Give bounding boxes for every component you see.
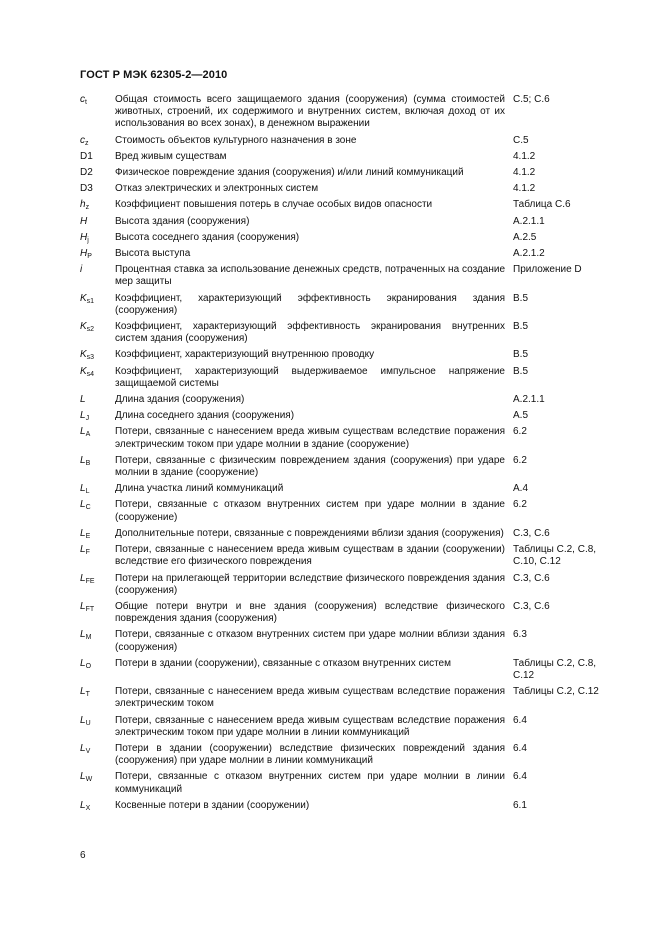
definition-row <box>80 293 610 317</box>
definition-text: Коэффициент, характеризующий выдерживаемое импульсное напряжение защищаемой системы <box>115 365 505 389</box>
symbol <box>80 771 115 795</box>
reference: С.3, С.6 <box>513 600 550 612</box>
symbol-subscript: B <box>85 459 91 467</box>
definition-text: Коэффициент, характеризующий эффективность экранирования здания (сооружения) <box>115 292 505 316</box>
symbol <box>80 366 115 390</box>
definition-row <box>80 264 610 288</box>
symbol-letter: L <box>80 394 86 406</box>
symbol <box>80 248 115 260</box>
reference: С.3, С.6 <box>513 572 550 584</box>
symbol <box>80 410 115 422</box>
definition-text: Физическое повреждение здания (сооружения) и/или линий коммуникаций <box>115 167 464 179</box>
symbol-letter: c <box>80 94 85 105</box>
symbol-letter: H <box>80 215 88 227</box>
definition-text: Общие потери внутри и вне здания (сооружения) вследствие физического повреждения здания (сооружения) <box>115 600 505 625</box>
definition-text: Высота соседнего здания (сооружения) <box>115 231 300 243</box>
symbol-letter: K <box>80 292 87 304</box>
definition-text: Коэффициент, характеризующий внутреннюю проводку <box>115 349 375 361</box>
definition-text: Коэффициент повышения потерь в случае особых видов опасности <box>115 199 433 211</box>
symbol <box>80 455 115 479</box>
symbol-letter: L <box>80 714 86 726</box>
symbol <box>80 349 115 361</box>
reference: 4.1.2 <box>513 150 536 162</box>
symbol <box>80 135 115 147</box>
definition-text: Общая стоимость всего защищаемого здания (сооружения) (сумма стоимостей животных, строений, их содержимого и внутренних систем, включая доход от их использования во всех зонах), в денежном выражении <box>115 94 505 130</box>
definition-row <box>80 771 610 795</box>
symbol <box>80 394 115 406</box>
symbol <box>80 629 115 653</box>
symbol-subscript: C <box>85 504 91 512</box>
definition-row <box>80 151 610 163</box>
reference: Таблица С.6 <box>513 199 571 211</box>
definition-text: Длина здания (сооружения) <box>115 394 245 406</box>
reference: В.5 <box>513 292 529 304</box>
definition-text: Стоимость объектов культурного назначения в зоне <box>115 134 357 146</box>
definition-row <box>80 426 610 450</box>
definition-row <box>80 321 610 345</box>
reference: Приложение D <box>513 264 582 276</box>
symbol-letter: H <box>80 248 88 260</box>
symbol-subscript: L <box>85 488 90 496</box>
definition-row <box>80 167 610 179</box>
definition-text: Потери на прилегающей территории вследствие физического повреждения здания (сооружения) <box>115 572 505 596</box>
definition-text: Процентная ставка за использование денежных средств, потраченных на создание мер защиты <box>115 264 505 288</box>
definition-row <box>80 349 610 361</box>
reference: А.4 <box>513 483 529 495</box>
reference: Таблицы С.2, С.12 <box>513 686 599 698</box>
symbol-subscript: X <box>85 804 91 812</box>
symbol <box>80 658 115 682</box>
definition-text: Потери в здании (сооружении), связанные с отказом внутренних систем <box>115 657 451 669</box>
symbol-letter: H <box>80 231 88 243</box>
symbol-subscript: s2 <box>86 326 95 334</box>
symbol-letter: h <box>80 199 86 211</box>
symbol-letter: K <box>80 349 87 361</box>
reference: А.2.1.1 <box>513 215 545 227</box>
reference: 6.4 <box>513 742 527 754</box>
symbol-subscript: j <box>87 236 89 244</box>
symbol-letter: L <box>80 629 86 641</box>
symbol-subscript: U <box>85 719 91 727</box>
symbol-letter: K <box>80 365 87 377</box>
definition-row <box>80 394 610 406</box>
symbol-subscript: A <box>85 431 91 439</box>
definition-text: Потери в здании (сооружении) вследствие физических повреждений здания (сооружения) при ударе молнии в линии коммуникаций <box>115 742 505 767</box>
reference: 6.2 <box>513 426 527 438</box>
symbol-subscript: E <box>85 532 91 540</box>
symbol-letter: L <box>80 686 86 698</box>
definition-text: Потери, связанные с отказом внутренних систем при ударе молнии в здание (сооружение) <box>115 499 505 523</box>
reference: Таблицы С.2, С.8, С.10, С.12 <box>513 544 597 568</box>
symbol-letter: D1 <box>80 150 93 162</box>
symbol-subscript: J <box>85 415 90 423</box>
symbol-subscript: P <box>87 253 92 261</box>
definition-row <box>80 199 610 211</box>
reference: 6.2 <box>513 454 527 466</box>
reference: 6.4 <box>513 714 527 726</box>
symbol <box>80 94 115 131</box>
definition-text: Потери, связанные с нанесением вреда живым существам в здании (сооружении) вследствие его физического повреждения <box>115 544 505 568</box>
symbol <box>80 715 115 739</box>
symbol <box>80 686 115 710</box>
symbol <box>80 293 115 317</box>
symbol <box>80 232 115 244</box>
symbol-letter: L <box>80 410 86 422</box>
symbol-subscript: s1 <box>86 297 95 305</box>
symbol-letter: K <box>80 321 87 333</box>
reference: Таблицы С.2, С.8, С.12 <box>513 657 597 681</box>
reference: 4.1.2 <box>513 167 536 179</box>
symbol-subscript: O <box>85 662 92 670</box>
symbol-letter: L <box>80 499 86 511</box>
symbol-subscript: z <box>85 204 90 212</box>
symbol-subscript: t <box>85 99 87 106</box>
definition-row <box>80 601 610 625</box>
symbol-subscript: z <box>85 139 89 147</box>
definition-text: Вред живым существам <box>115 150 227 162</box>
reference: С.3, С.6 <box>513 527 550 539</box>
symbol-subscript: FT <box>85 605 95 613</box>
symbol-letter: L <box>80 426 86 438</box>
definition-text: Коэффициент, характеризующий эффективность экранирования внутренних систем здания (сооружения) <box>115 321 505 345</box>
reference: А.2.1.1 <box>513 394 545 406</box>
symbol-letter: L <box>80 483 86 495</box>
definition-row <box>80 94 610 131</box>
symbol-subscript: T <box>85 691 90 699</box>
symbol <box>80 601 115 625</box>
page-header: ГОСТ Р МЭК 62305-2—2010 <box>80 69 228 81</box>
symbol-subscript: FE <box>85 577 95 585</box>
symbol-letter: D3 <box>80 183 93 195</box>
symbol <box>80 743 115 767</box>
symbol-letter: L <box>80 657 86 669</box>
definition-row <box>80 232 610 244</box>
definition-row <box>80 544 610 568</box>
definition-row <box>80 455 610 479</box>
definition-row <box>80 216 610 228</box>
definition-row <box>80 800 610 812</box>
reference: В.5 <box>513 365 529 377</box>
definition-row <box>80 528 610 540</box>
reference: 6.3 <box>513 629 527 641</box>
symbol-subscript: M <box>85 634 92 642</box>
symbol <box>80 544 115 568</box>
symbol <box>80 183 115 195</box>
definition-text: Дополнительные потери, связанные с повреждениями вблизи здания (сооружения) <box>115 527 504 539</box>
symbol-letter: c <box>80 134 85 146</box>
definition-row <box>80 135 610 147</box>
page-number: 6 <box>80 850 86 861</box>
reference: 6.1 <box>513 799 527 811</box>
definition-row <box>80 743 610 767</box>
reference: В.5 <box>513 321 529 333</box>
definition-row <box>80 366 610 390</box>
definition-row <box>80 499 610 523</box>
symbol-definitions-list <box>80 94 610 816</box>
reference: С.5 <box>513 134 529 146</box>
definition-text: Потери, связанные с физическим повреждением здания (сооружения) при ударе молнии в здание (сооружение) <box>115 454 505 479</box>
definition-text: Потери, связанные с отказом внутренних систем при ударе молнии вблизи здания (сооружения) <box>115 629 505 653</box>
symbol <box>80 483 115 495</box>
symbol-letter: L <box>80 771 86 783</box>
definition-text: Отказ электрических и электронных систем <box>115 183 319 195</box>
definition-row <box>80 686 610 710</box>
symbol-subscript: F <box>85 549 90 557</box>
reference: 6.4 <box>513 771 527 783</box>
definition-text: Высота выступа <box>115 248 191 260</box>
definition-text: Потери, связанные с нанесением вреда живым существам вследствие поражения электрическим током при ударе молнии в здание (сооружение) <box>115 426 505 450</box>
symbol <box>80 800 115 812</box>
reference: 4.1.2 <box>513 183 536 195</box>
symbol-letter: L <box>80 454 86 466</box>
reference: 6.2 <box>513 499 527 511</box>
symbol <box>80 264 115 288</box>
definition-text: Высота здания (сооружения) <box>115 215 250 227</box>
reference: А.2.1.2 <box>513 248 545 260</box>
symbol <box>80 573 115 597</box>
definition-row <box>80 573 610 597</box>
definition-row <box>80 658 610 682</box>
definition-text: Потери, связанные с нанесением вреда живым существам вследствие поражения электрическим током <box>115 686 505 710</box>
symbol-letter: L <box>80 742 86 754</box>
symbol <box>80 528 115 540</box>
definition-row <box>80 248 610 260</box>
definition-text: Потери, связанные с нанесением вреда живым существам вследствие поражения электрическим током при ударе молнии в линии коммуникаций <box>115 714 505 738</box>
symbol <box>80 321 115 345</box>
definition-text: Потери, связанные с отказом внутренних систем при ударе молнии в линии коммуникаций <box>115 771 505 795</box>
definition-text: Длина соседнего здания (сооружения) <box>115 410 295 422</box>
definition-row <box>80 183 610 195</box>
definition-text: Косвенные потери в здании (сооружении) <box>115 799 310 811</box>
symbol-subscript: s4 <box>86 370 95 378</box>
definition-row <box>80 629 610 653</box>
symbol-letter: L <box>80 799 86 811</box>
symbol-letter: i <box>80 264 83 276</box>
symbol-subscript: s3 <box>86 354 95 362</box>
symbol-letter: L <box>80 600 86 612</box>
definition-text: Длина участка линий коммуникаций <box>115 483 284 495</box>
reference: В.5 <box>513 349 529 361</box>
definition-row <box>80 483 610 495</box>
symbol-subscript: V <box>85 747 91 755</box>
reference: А.5 <box>513 410 529 422</box>
symbol <box>80 167 115 179</box>
definition-row <box>80 715 610 739</box>
symbol <box>80 216 115 228</box>
reference: С.5; С.6 <box>513 94 550 105</box>
reference: А.2.5 <box>513 231 537 243</box>
symbol <box>80 151 115 163</box>
symbol-letter: D2 <box>80 167 93 179</box>
symbol-subscript: W <box>85 776 93 784</box>
symbol <box>80 499 115 523</box>
symbol-letter: L <box>80 572 86 584</box>
symbol-letter: L <box>80 527 86 539</box>
symbol <box>80 426 115 450</box>
definition-row <box>80 410 610 422</box>
symbol-letter: L <box>80 544 86 556</box>
symbol <box>80 199 115 211</box>
